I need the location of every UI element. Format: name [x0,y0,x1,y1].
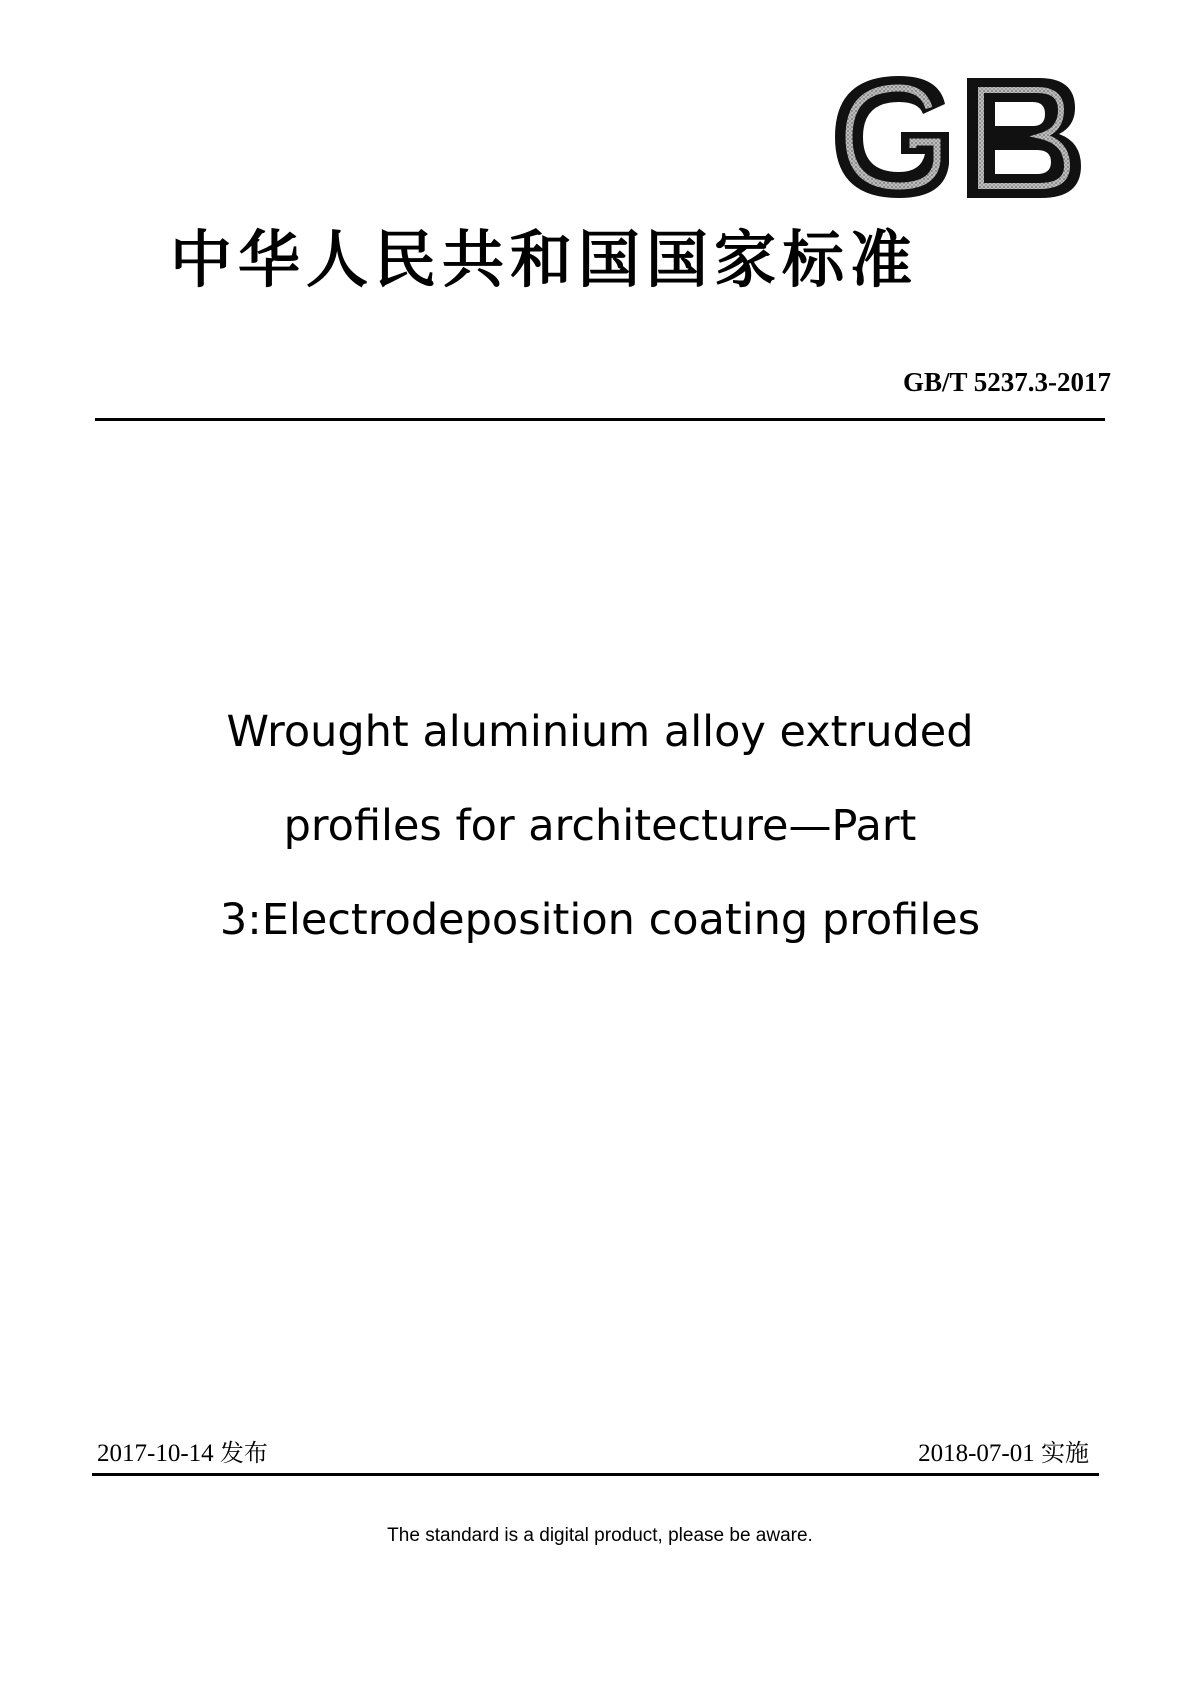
national-standard-heading: 中华人民共和国国家标准 [170,223,919,296]
issue-label: 发布 [219,1439,268,1467]
issue-date: 2017-10-14 [97,1440,214,1467]
title-line: Wrought aluminium alloy extruded [226,707,974,757]
standard-number: GB/T 5237.3-2017 [902,367,1111,397]
implementation-date: 2018-07-01 [918,1440,1035,1467]
bottom-divider [92,1473,1099,1476]
title-line: profiles for architecture—Part [283,801,917,851]
title-line: 3:Electrodeposition coating profiles [219,895,981,945]
implementation-label: 实施 [1041,1439,1089,1467]
issue-date-block [97,1438,268,1469]
implementation-date-block [918,1438,1089,1469]
digital-product-notice: The standard is a digital product, please be aware. [387,1525,813,1546]
document-title [95,685,1105,967]
gb-logo [827,70,1087,205]
top-divider [95,418,1105,421]
